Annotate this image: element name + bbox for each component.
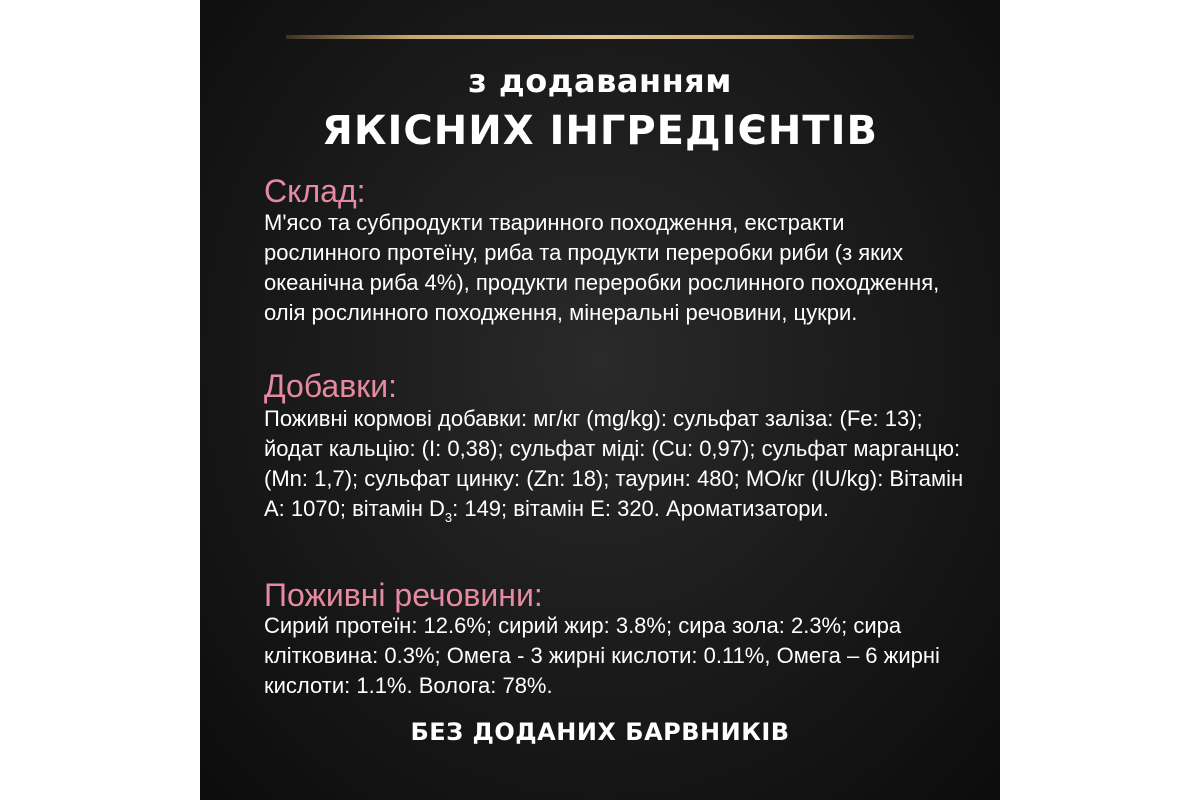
vitamin-d-subscript: 3 [444, 510, 453, 525]
additives-text-part-2: : 149; вітамін Е: 320. Ароматизатори. [452, 496, 829, 521]
additives-title: Добавки: [264, 368, 397, 404]
composition-text: М'ясо та субпродукти тваринного походження, екстракти рослинного протеїну, риба та продукти переробки риби (з яких океанічна риба 4%), продукти переробки рослинного походження, олія рослинного походження, мінеральні речовини, цукри. [264, 210, 940, 325]
no-dyes-claim: БЕЗ ДОДАНИХ БАРВНИКІВ [410, 718, 790, 746]
nutrients-title: Поживні речовини: [264, 577, 543, 613]
additives-text-part-1: Поживні кормові добавки: мг/кг (mg/kg): сульфат заліза: (Fe: 13); йодат кальцію: (I: 0,38); сульфат міді: (Cu: 0,97); сульфат марганцю: (Mn: 1,7); сульфат цинку: (Zn: 18); таурин: 480; МО/кг (IU/kg): Вітамін А: 1070; вітамін D [264, 406, 964, 521]
nutrients-text: Сирий протеїн: 12.6%; сирий жир: 3.8%; сира зола: 2.3%; сира клітковина: 0.3%; Омега - 3 жирні кислоти: 0.11%, Омега – 6 жирні кислоти: 1.1%. Волога: 78%. [264, 613, 940, 698]
ingredients-panel [200, 0, 1000, 800]
additives-text [264, 404, 964, 533]
gold-divider-line [286, 35, 914, 39]
headline-line-1: з додаванням [468, 62, 732, 100]
composition-title: Склад: [264, 173, 366, 209]
headline-line-2: ЯКІСНИХ ІНГРЕДІЄНТІВ [322, 108, 878, 154]
